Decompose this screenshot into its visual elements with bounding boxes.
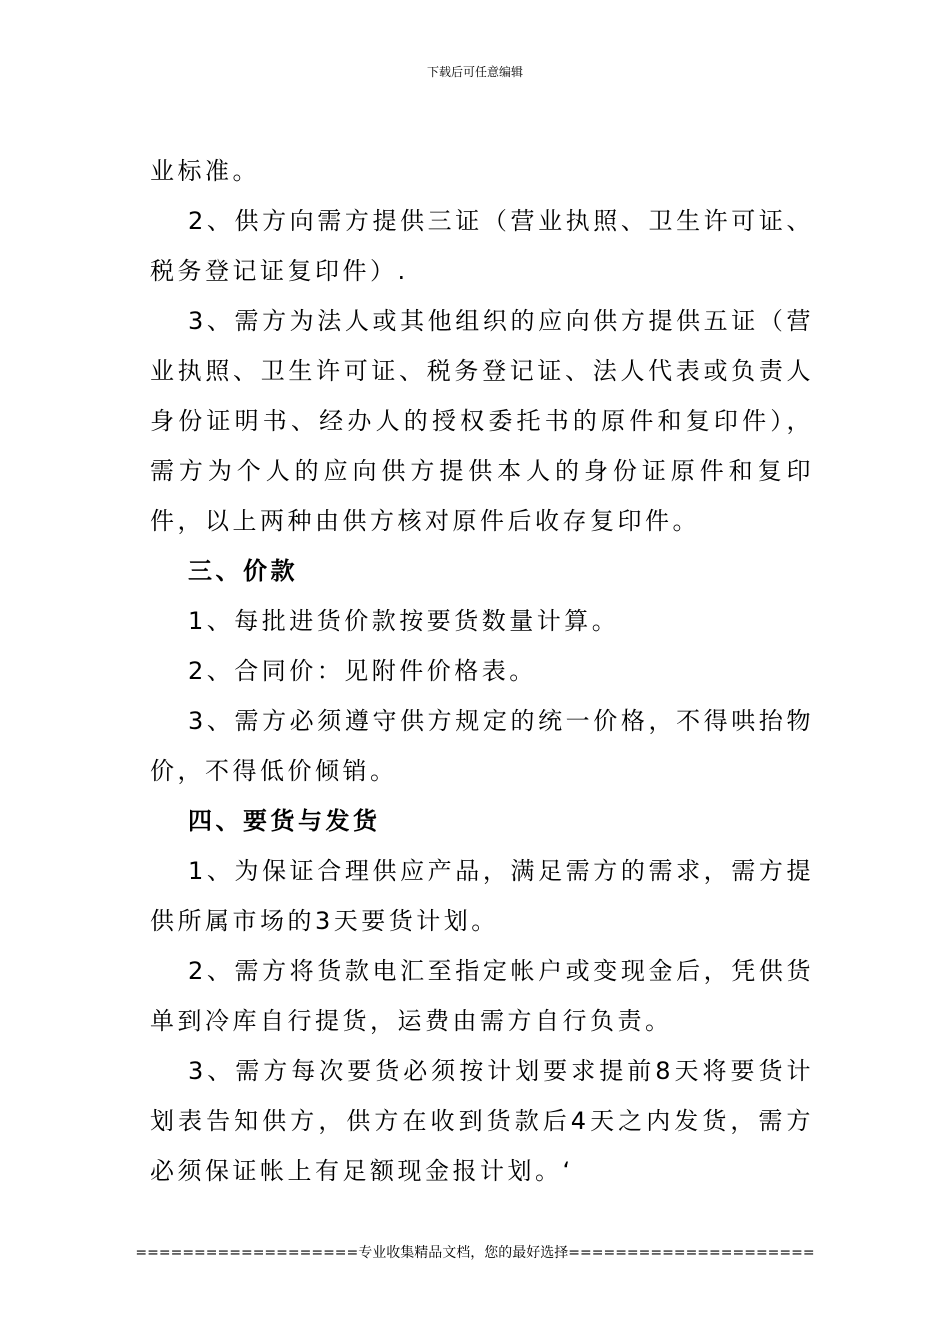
section-heading-ordering-delivery: 四、要货与发货 <box>188 807 381 835</box>
paragraph-item: 1、每批进货价款按要货数量计算。 <box>188 607 620 635</box>
paragraph-continuation: 业标准。 <box>150 157 260 185</box>
paragraph-item: 3、需方为法人或其他组织的应向供方提供五证（营业执照、卫生许可证、税务登记证、法人代表或负责人身份证明书、经办人的授权委托书的原件和复印件），需方为个人的应向供方提供本人的身份证原件和复印件，以上两种由供方核对原件后收存复印件。 <box>150 307 814 535</box>
paragraph-item: 2、需方将货款电汇至指定帐户或变现金后，凭供货单到冷库自行提货，运费由需方自行负责。 <box>150 957 814 1035</box>
paragraph-item: 3、需方每次要货必须按计划要求提前8天将要货计划表告知供方，供方在收到货款后4天之内发货，需方必须保证帐上有足额现金报计划。‘ <box>150 1057 814 1185</box>
section-heading-price: 三、价款 <box>188 557 298 585</box>
paragraph-item: 2、合同价：见附件价格表。 <box>188 657 537 685</box>
document-body <box>150 146 814 1196</box>
page-header-note: 下载后可任意编辑 <box>426 65 523 79</box>
paragraph-item: 2、供方向需方提供三证（营业执照、卫生许可证、税务登记证复印件）. <box>150 207 814 285</box>
paragraph-item: 1、为保证合理供应产品，满足需方的需求，需方提供所属市场的3天要货计划。 <box>150 857 814 935</box>
paragraph-item: 3、需方必须遵守供方规定的统一价格，不得哄抬物价，不得低价倾销。 <box>150 707 814 785</box>
page-footer-note: ===================专业收集精品文档，您的最好选择===================== <box>135 1245 815 1261</box>
